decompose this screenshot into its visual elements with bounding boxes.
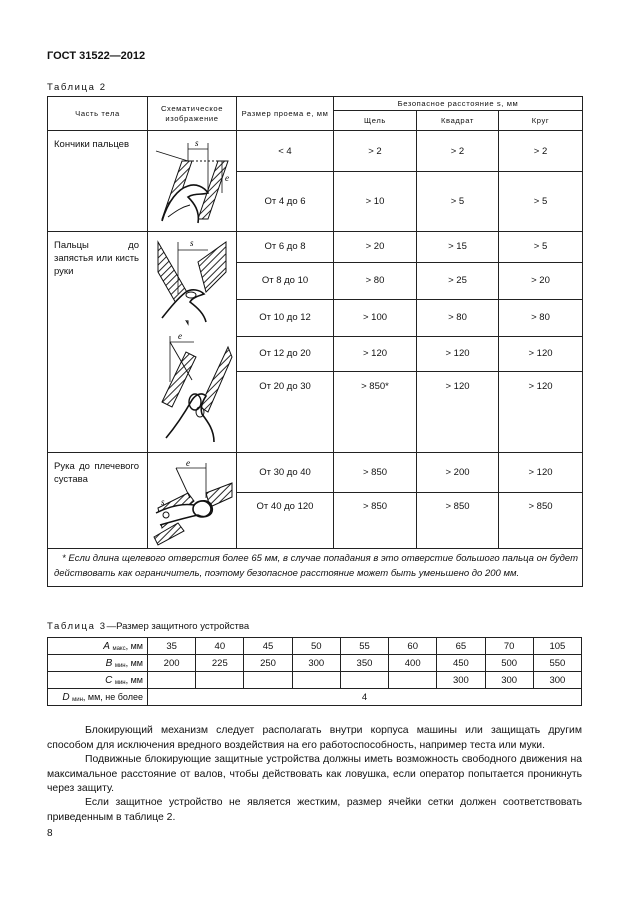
page-number: 8: [47, 828, 53, 839]
label-s: s: [161, 497, 165, 507]
slot-cell: > 10: [334, 172, 417, 232]
label-s: s: [195, 138, 199, 148]
circle-cell: > 120: [499, 336, 583, 371]
table-row: [48, 672, 582, 689]
table-cell: 300: [292, 655, 340, 672]
row-label: A $_{макс}$, мм: [48, 638, 148, 655]
size-cell: От 20 до 30: [237, 371, 334, 452]
square-cell: > 15: [417, 232, 499, 263]
square-cell: > 80: [417, 299, 499, 336]
square-cell: > 120: [417, 371, 499, 452]
size-cell: От 30 до 40: [237, 453, 334, 493]
label-s: s: [190, 238, 194, 248]
square-cell: > 5: [417, 172, 499, 232]
table-row: [48, 689, 582, 706]
square-cell: > 120: [417, 336, 499, 371]
size-cell: От 10 до 12: [237, 299, 334, 336]
circle-cell: > 120: [499, 371, 583, 452]
safety-distance-table: [47, 96, 583, 587]
row-label: C $_{мин}$, мм: [48, 672, 148, 689]
table-cell: 105: [533, 638, 581, 655]
header-slot: Щель: [334, 111, 417, 131]
label-e: e: [178, 331, 182, 341]
slot-cell: > 80: [334, 262, 417, 299]
circle-cell: > 120: [499, 453, 583, 493]
paragraph: Подвижные блокирующие защитные устройства должны иметь возможность свободного движения на максимальное расстояние от валов, чтобы действовать как ловушка, если оператор попытается проникнуть через защиту.: [47, 754, 582, 794]
size-cell: < 4: [237, 131, 334, 172]
square-cell: > 850: [417, 493, 499, 549]
table-cell: 70: [485, 638, 533, 655]
arm-sketch: [148, 453, 237, 549]
header-circle: Круг: [499, 111, 583, 131]
size-cell: От 6 до 8: [237, 232, 334, 263]
label-e: e: [225, 173, 229, 183]
header-part: Часть тела: [48, 97, 148, 131]
table-cell: 200: [148, 655, 196, 672]
row-label: D $_{мин}$, мм, не более: [48, 689, 148, 706]
table-cell: 50: [292, 638, 340, 655]
header-square: Квадрат: [417, 111, 499, 131]
table-row: [48, 655, 582, 672]
label-e: e: [186, 458, 190, 468]
table-cell: 300: [533, 672, 581, 689]
table-cell: 60: [389, 638, 437, 655]
table-cell: 500: [485, 655, 533, 672]
circle-cell: > 20: [499, 262, 583, 299]
slot-cell: > 850*: [334, 371, 417, 452]
table-cell: 4: [148, 689, 582, 706]
size-cell: От 8 до 10: [237, 262, 334, 299]
square-cell: > 2: [417, 131, 499, 172]
table3-caption-prefix: Таблица 3: [47, 621, 107, 632]
circle-cell: > 2: [499, 131, 583, 172]
slot-cell: > 120: [334, 336, 417, 371]
table-cell: [148, 672, 196, 689]
circle-cell: > 5: [499, 232, 583, 263]
table-cell: [196, 672, 244, 689]
table-cell: 35: [148, 638, 196, 655]
table-cell: 450: [437, 655, 485, 672]
fingers-hand-sketch: [148, 232, 237, 453]
slot-cell: > 100: [334, 299, 417, 336]
table2-footnote: * Если длина щелевого отверстия более 65 мм, в случае попадания в это отверстие большого пальца он будет действовать как ограничитель, поэтому безопасное расстояние может быть уменьшено до 200 мм.: [48, 549, 583, 587]
table2-caption: Таблица 2: [47, 82, 107, 93]
table-cell: [292, 672, 340, 689]
slot-cell: > 2: [334, 131, 417, 172]
table-cell: 65: [437, 638, 485, 655]
table-cell: [389, 672, 437, 689]
guard-size-table: [47, 637, 582, 706]
document-header: ГОСТ 31522—2012: [47, 50, 146, 62]
table-cell: [244, 672, 292, 689]
table-cell: 225: [196, 655, 244, 672]
paragraph: Если защитное устройство не является жестким, размер ячейки сетки должен соответствовать приведенным в таблице 2.: [47, 797, 582, 823]
size-cell: От 40 до 120: [237, 493, 334, 549]
part-fingertips: Кончики пальцев: [48, 131, 148, 232]
part-arm: Рука до плечевого сустава: [48, 453, 148, 549]
circle-cell: > 5: [499, 172, 583, 232]
table3-caption-title: —Размер защитного устройства: [106, 621, 250, 632]
table-cell: 350: [340, 655, 388, 672]
table-row: [48, 131, 583, 172]
part-fingers-hand: Пальцы до запястья или кисть руки: [48, 232, 148, 453]
table-cell: 300: [485, 672, 533, 689]
slot-cell: > 850: [334, 453, 417, 493]
table-row: [48, 453, 583, 493]
square-cell: > 200: [417, 453, 499, 493]
slot-cell: > 20: [334, 232, 417, 263]
table-cell: 400: [389, 655, 437, 672]
paragraph: Блокирующий механизм следует располагать внутри корпуса машины или защищать другим способом для исключения вредного воздействия на его работоспособность, например теста или муки.: [47, 725, 582, 751]
table3-caption: [47, 621, 249, 632]
table-cell: [340, 672, 388, 689]
table-cell: 40: [196, 638, 244, 655]
slot-cell: > 850: [334, 493, 417, 549]
table-cell: 300: [437, 672, 485, 689]
table-cell: 45: [244, 638, 292, 655]
size-cell: От 12 до 20: [237, 336, 334, 371]
size-cell: От 4 до 6: [237, 172, 334, 232]
header-sketch: Схематическое изображение: [148, 97, 237, 131]
row-label: B $_{мин}$, мм: [48, 655, 148, 672]
fingertips-sketch: [148, 131, 237, 232]
table-cell: 550: [533, 655, 581, 672]
square-cell: > 25: [417, 262, 499, 299]
table-cell: 55: [340, 638, 388, 655]
table-row: [48, 232, 583, 263]
circle-cell: > 850: [499, 493, 583, 549]
circle-cell: > 80: [499, 299, 583, 336]
header-size: Размер проема е, мм: [237, 97, 334, 131]
table-row: [48, 638, 582, 655]
table-cell: 250: [244, 655, 292, 672]
header-safe-distance: Безопасное расстояние s, мм: [334, 97, 583, 111]
